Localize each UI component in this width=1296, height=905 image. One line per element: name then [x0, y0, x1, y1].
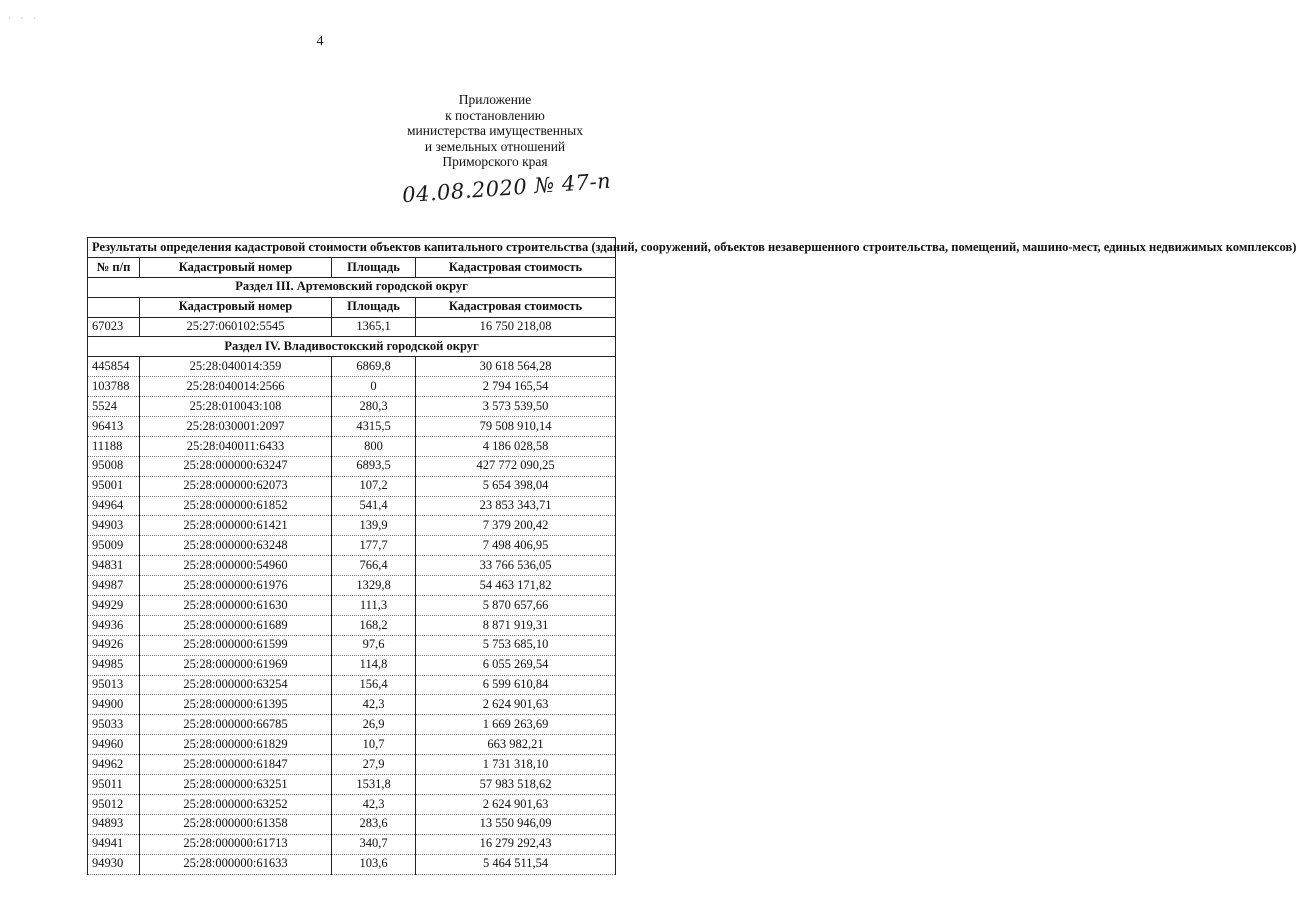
- header-area: Площадь: [332, 257, 416, 277]
- table-row: [88, 556, 616, 576]
- row-cadastral-number: 25:28:000000:61630: [140, 596, 332, 616]
- table-row: [88, 715, 616, 735]
- row-area: 156,4: [332, 675, 416, 695]
- row-cadastral-value: 7 379 200,42: [416, 516, 616, 536]
- row-cadastral-number: 25:28:000000:66785: [140, 715, 332, 735]
- row-area: 1329,8: [332, 576, 416, 596]
- row-area: 4315,5: [332, 417, 416, 437]
- table-title: Результаты определения кадастровой стоимости объектов капитального строительства (зданий, сооружений, объектов незавершенного строительства, помещений, машино-мест, единых недвижимых комплексов): [88, 238, 616, 258]
- row-area: 280,3: [332, 397, 416, 417]
- table-row: [88, 576, 616, 596]
- table-row: [88, 834, 616, 854]
- table-row: [88, 456, 616, 476]
- row-cadastral-value: 33 766 536,05: [416, 556, 616, 576]
- row-area: 26,9: [332, 715, 416, 735]
- row-number: 94962: [88, 755, 140, 775]
- table-row: [88, 516, 616, 536]
- row-number: 94929: [88, 596, 140, 616]
- table-row: [88, 536, 616, 556]
- row-number: 94900: [88, 695, 140, 715]
- row-cadastral-number: 25:28:000000:63248: [140, 536, 332, 556]
- row-area: 27,9: [332, 755, 416, 775]
- header-cadastral: Кадастровый номер: [140, 297, 332, 317]
- row-cadastral-number: 25:28:030001:2097: [140, 417, 332, 437]
- row-number: 95033: [88, 715, 140, 735]
- row-cadastral-number: 25:28:000000:54960: [140, 556, 332, 576]
- row-cadastral-value: 5 753 685,10: [416, 635, 616, 655]
- row-area: 800: [332, 436, 416, 456]
- row-cadastral-value: 8 871 919,31: [416, 615, 616, 635]
- row-area: 6893,5: [332, 456, 416, 476]
- row-number: 94831: [88, 556, 140, 576]
- row-area: 766,4: [332, 556, 416, 576]
- table-row: [88, 794, 616, 814]
- row-cadastral-number: 25:27:060102:5545: [140, 317, 332, 337]
- section-title: Раздел III. Артемовский городской округ: [88, 277, 616, 297]
- table-row: [88, 775, 616, 795]
- row-cadastral-number: 25:28:010043:108: [140, 397, 332, 417]
- row-number: 94926: [88, 635, 140, 655]
- section-header-row: [88, 297, 616, 317]
- scan-speck: · · ·: [8, 14, 40, 23]
- row-number: 94936: [88, 615, 140, 635]
- row-cadastral-value: 427 772 090,25: [416, 456, 616, 476]
- row-cadastral-value: 54 463 171,82: [416, 576, 616, 596]
- header-num: № п/п: [88, 257, 140, 277]
- row-area: 103,6: [332, 854, 416, 874]
- row-area: 283,6: [332, 814, 416, 834]
- row-cadastral-number: 25:28:000000:61689: [140, 615, 332, 635]
- row-cadastral-number: 25:28:000000:63247: [140, 456, 332, 476]
- header-value: Кадастровая стоимость: [416, 257, 616, 277]
- row-cadastral-number: 25:28:000000:63251: [140, 775, 332, 795]
- table-row: [88, 854, 616, 874]
- row-cadastral-value: 4 186 028,58: [416, 436, 616, 456]
- row-area: 111,3: [332, 596, 416, 616]
- row-number: 94930: [88, 854, 140, 874]
- row-area: 10,7: [332, 735, 416, 755]
- table-row: [88, 735, 616, 755]
- row-cadastral-number: 25:28:000000:61969: [140, 655, 332, 675]
- row-area: 107,2: [332, 476, 416, 496]
- table-row: [88, 417, 616, 437]
- row-cadastral-number: 25:28:000000:61847: [140, 755, 332, 775]
- row-cadastral-number: 25:28:000000:61421: [140, 516, 332, 536]
- row-area: 340,7: [332, 834, 416, 854]
- row-area: 139,9: [332, 516, 416, 536]
- row-cadastral-value: 5 654 398,04: [416, 476, 616, 496]
- table-row: [88, 397, 616, 417]
- table-row: [88, 655, 616, 675]
- row-cadastral-value: 2 624 901,63: [416, 794, 616, 814]
- row-cadastral-value: 1 731 318,10: [416, 755, 616, 775]
- row-cadastral-number: 25:28:040011:6433: [140, 436, 332, 456]
- header-area: Площадь: [332, 297, 416, 317]
- row-cadastral-number: 25:28:000000:61976: [140, 576, 332, 596]
- row-area: 97,6: [332, 635, 416, 655]
- appendix-line: к постановлению: [445, 107, 545, 123]
- handwritten-date-signature: 04.08.2020 № 47-п: [401, 168, 612, 208]
- table-header-row: [88, 257, 616, 277]
- row-number: 94964: [88, 496, 140, 516]
- row-cadastral-value: 16 750 218,08: [416, 317, 616, 337]
- appendix-header: [380, 92, 610, 170]
- table-row: [88, 596, 616, 616]
- row-area: 114,8: [332, 655, 416, 675]
- row-number: 95013: [88, 675, 140, 695]
- row-cadastral-value: 57 983 518,62: [416, 775, 616, 795]
- row-cadastral-value: 3 573 539,50: [416, 397, 616, 417]
- row-area: 541,4: [332, 496, 416, 516]
- row-number: 67023: [88, 317, 140, 337]
- appendix-line: Приложение: [458, 92, 532, 107]
- header-cadastral: Кадастровый номер: [140, 257, 332, 277]
- row-area: 1365,1: [332, 317, 416, 337]
- table-row: [88, 814, 616, 834]
- row-number: 96413: [88, 417, 140, 437]
- row-number: 95012: [88, 794, 140, 814]
- row-number: 95009: [88, 536, 140, 556]
- row-cadastral-number: 25:28:000000:61633: [140, 854, 332, 874]
- row-number: 445854: [88, 357, 140, 377]
- row-cadastral-number: 25:28:000000:61829: [140, 735, 332, 755]
- row-area: 42,3: [332, 695, 416, 715]
- row-cadastral-number: 25:28:000000:61395: [140, 695, 332, 715]
- row-cadastral-value: 5 464 511,54: [416, 854, 616, 874]
- row-cadastral-number: 25:28:040014:2566: [140, 377, 332, 397]
- row-area: 6869,8: [332, 357, 416, 377]
- row-cadastral-number: 25:28:000000:63254: [140, 675, 332, 695]
- table-row: [88, 635, 616, 655]
- table-row: [88, 476, 616, 496]
- row-area: 177,7: [332, 536, 416, 556]
- table-row: [88, 675, 616, 695]
- row-number: 94941: [88, 834, 140, 854]
- row-cadastral-value: 23 853 343,71: [416, 496, 616, 516]
- row-number: 103788: [88, 377, 140, 397]
- row-cadastral-number: 25:28:000000:63252: [140, 794, 332, 814]
- row-cadastral-value: 79 508 910,14: [416, 417, 616, 437]
- row-cadastral-number: 25:28:000000:61358: [140, 814, 332, 834]
- row-number: 94985: [88, 655, 140, 675]
- row-area: 0: [332, 377, 416, 397]
- row-cadastral-value: 7 498 406,95: [416, 536, 616, 556]
- row-cadastral-number: 25:28:000000:61599: [140, 635, 332, 655]
- row-cadastral-number: 25:28:000000:61713: [140, 834, 332, 854]
- row-cadastral-value: 663 982,21: [416, 735, 616, 755]
- table-row: [88, 436, 616, 456]
- row-cadastral-value: 1 669 263,69: [416, 715, 616, 735]
- row-cadastral-value: 30 618 564,28: [416, 357, 616, 377]
- table-row: [88, 377, 616, 397]
- row-number: 95001: [88, 476, 140, 496]
- appendix-line: министерства имущественных: [407, 123, 583, 138]
- results-table: [87, 237, 1296, 875]
- appendix-line: Приморского края: [442, 154, 548, 169]
- table-row: [88, 496, 616, 516]
- row-number: 11188: [88, 436, 140, 456]
- row-cadastral-number: 25:28:000000:62073: [140, 476, 332, 496]
- row-cadastral-number: 25:28:000000:61852: [140, 496, 332, 516]
- row-number: 95011: [88, 775, 140, 795]
- row-cadastral-value: 6 599 610,84: [416, 675, 616, 695]
- row-area: 42,3: [332, 794, 416, 814]
- row-cadastral-value: 13 550 946,09: [416, 814, 616, 834]
- row-number: 94987: [88, 576, 140, 596]
- row-number: 94893: [88, 814, 140, 834]
- row-area: 1531,8: [332, 775, 416, 795]
- appendix-line: и земельных отношений: [424, 138, 566, 154]
- row-cadastral-value: 5 870 657,66: [416, 596, 616, 616]
- row-number: 5524: [88, 397, 140, 417]
- table-row: [88, 695, 616, 715]
- row-cadastral-value: 2 624 901,63: [416, 695, 616, 715]
- table-row: [88, 755, 616, 775]
- table-row: [88, 615, 616, 635]
- row-number: 94903: [88, 516, 140, 536]
- section-title: Раздел IV. Владивостокский городской округ: [88, 337, 616, 357]
- table-row: [88, 357, 616, 377]
- header-num: [88, 297, 140, 317]
- row-area: 168,2: [332, 615, 416, 635]
- table-row: [88, 317, 616, 337]
- row-number: 95008: [88, 456, 140, 476]
- row-cadastral-number: 25:28:040014:359: [140, 357, 332, 377]
- header-value: Кадастровая стоимость: [416, 297, 616, 317]
- row-cadastral-value: 6 055 269,54: [416, 655, 616, 675]
- row-number: 94960: [88, 735, 140, 755]
- row-cadastral-value: 16 279 292,43: [416, 834, 616, 854]
- row-cadastral-value: 2 794 165,54: [416, 377, 616, 397]
- page-number: 4: [316, 34, 324, 49]
